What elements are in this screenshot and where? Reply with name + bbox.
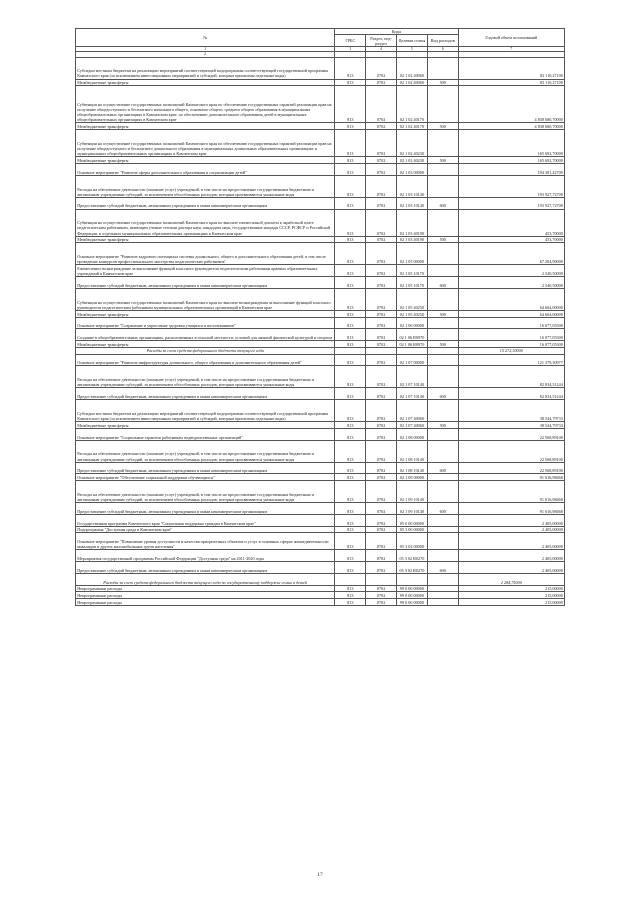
row-rzpr: 0702 [366, 533, 397, 550]
row-expense-type [427, 585, 458, 592]
row-target-article: 02 1 02 40060 [397, 79, 428, 86]
row-amount: 82 834,51244 [458, 388, 564, 400]
row-name: Непрограммные расходы [76, 585, 335, 592]
row-name: Мероприятия государственной программы Российской Федерации "Доступная среда" на 2011-2020 годы [76, 550, 335, 562]
table-row [76, 474, 565, 481]
row-name: Предоставление субсидий бюджетным, автономным учреждениям и иным некоммерческим организациям [76, 462, 335, 474]
row-grbs: 813 [335, 79, 366, 86]
row-target-article: 99 0 00 00000 [397, 585, 428, 592]
row-expense-type: 500 [427, 79, 458, 86]
row-target-article: 02 1 08 00000 [397, 428, 428, 440]
table-row [76, 428, 565, 440]
row-amount: 165 692,70000 [458, 157, 564, 164]
row-rzpr: 0702 [366, 599, 397, 606]
row-rzpr: 0702 [366, 265, 397, 277]
row-name: Межбюджетные трансферты [76, 79, 335, 86]
row-amount: 82 834,51244 [458, 366, 564, 388]
row-rzpr: 0702 [366, 277, 397, 289]
row-rzpr: 0702 [366, 197, 397, 209]
row-name: Предоставление субсидий бюджетным, автономным учреждениям и иным некоммерческим организациям [76, 388, 335, 400]
row-rzpr: 0702 [366, 428, 397, 440]
row-expense-type [427, 533, 458, 550]
col-number: 1 [76, 47, 335, 52]
row-amount: 22 568,89100 [458, 440, 564, 462]
row-grbs: 813 [335, 562, 366, 574]
table-row [76, 503, 565, 515]
col-number: 7 [458, 47, 564, 52]
row-amount: 83 110,27100 [458, 57, 564, 79]
row-target-article: 02 1 07 00000 [397, 354, 428, 366]
row-target-article: 02 1 09 10140 [397, 481, 428, 503]
row-grbs: 813 [335, 440, 366, 462]
row-rzpr: 0702 [366, 57, 397, 79]
table-row [76, 79, 565, 86]
row-expense-type [427, 592, 458, 599]
row-grbs: 813 [335, 86, 366, 123]
row-expense-type [427, 440, 458, 462]
row-name: Расходы на обеспечение деятельности (оказание услуг) учреждений, в том числе на предоставление государственным бюджетным и автономным учреждениям субсидий, за исключением обособленных расходов, которым присваиваются уникальные коды [76, 366, 335, 388]
table-row [76, 236, 565, 243]
table-row [76, 157, 565, 164]
row-rzpr: 0702 [366, 562, 397, 574]
row-grbs: 813 [335, 123, 366, 130]
row-target-article: 02 1 07 10140 [397, 366, 428, 388]
row-rzpr: 0702 [366, 550, 397, 562]
row-target-article: 02 1 03 00000 [397, 163, 428, 175]
row-rzpr: 0702 [366, 354, 397, 366]
row-amount: 2 405,00000 [458, 514, 564, 526]
row-target-article: 02 1 05 00000 [397, 243, 428, 265]
row-name: Субсидии местным бюджетам на реализацию мероприятий соответствующей подпрограммы соответствующей государственной программы Камчатского края (за исключением инвестиционных мероприятий и субсидий, которым присвоены отдельные коды) [76, 57, 335, 79]
col-number: 3 [335, 47, 366, 52]
row-target-article: 02 1 05 10170 [397, 277, 428, 289]
row-name: Межбюджетные трансферты [76, 341, 335, 348]
row-expense-type [427, 243, 458, 265]
row-amount: 38 544,79733 [458, 400, 564, 422]
row-amount: 38 544,79733 [458, 422, 564, 429]
row-expense-type [427, 526, 458, 533]
row-name: Основное мероприятие "Развитие инфраструктуры дошкольного, общего образования и дополнительного образования детей" [76, 354, 335, 366]
table-row [76, 388, 565, 400]
row-expense-type [427, 130, 458, 157]
row-expense-type: 600 [427, 388, 458, 400]
table-row [76, 481, 565, 503]
row-target-article: 02 1 02 40170 [397, 86, 428, 123]
row-target-article: 05 3 00 00000 [397, 526, 428, 533]
row-amount: 91 616,98468 [458, 474, 564, 481]
row-amount: 2 540,50000 [458, 265, 564, 277]
row-name: Субсидии местным бюджетам на реализацию мероприятий соответствующей подпрограммы соответствующей государственной программы Камчатского края (за исключением инвестиционных мероприятий и субсидий, которым присвоены отдельные коды) [76, 400, 335, 422]
page-number: 17 [317, 872, 323, 878]
header-vr: Вид расходов [427, 35, 458, 47]
table-note-row [76, 347, 565, 354]
header-cs: Целевая статья [397, 35, 428, 47]
row-grbs: 813 [335, 503, 366, 515]
row-name: Расходы за счет средств федерального бюджета текущего года [76, 347, 335, 354]
row-target-article: 02 1 03 10140 [397, 197, 428, 209]
table-row [76, 317, 565, 329]
row-expense-type [427, 347, 458, 354]
row-grbs: 813 [335, 310, 366, 317]
row-grbs: 813 [335, 157, 366, 164]
row-grbs: 813 [335, 209, 366, 236]
row-name: Межбюджетные трансферты [76, 310, 335, 317]
header-grbs: ГРБС [335, 35, 366, 47]
table-row [76, 400, 565, 422]
row-expense-type [427, 265, 458, 277]
row-expense-type [427, 550, 458, 562]
row-rzpr: 0702 [366, 481, 397, 503]
row-expense-type [427, 329, 458, 341]
row-grbs: 813 [335, 163, 366, 175]
row-rzpr: 0702 [366, 503, 397, 515]
row-amount: 453,70000 [458, 209, 564, 236]
table-row [76, 288, 565, 310]
row-name: Ежемесячное вознаграждение за выполнение функций классного руководителя педагогическим работникам краевых образовательных учреждений в Камчатском крае [76, 265, 335, 277]
row-amount: 215,00000 [458, 585, 564, 592]
row-name: Подпрограмма "Доступная среда в Камчатском крае" [76, 526, 335, 533]
row-amount: 22 568,89100 [458, 462, 564, 474]
row-amount: 15 272,30000 [458, 347, 564, 354]
row-rzpr: 0702 [366, 175, 397, 197]
row-rzpr: 0702 [366, 236, 397, 243]
table-row [76, 526, 565, 533]
row-grbs: 813 [335, 341, 366, 348]
row-name: Расходы на обеспечение деятельности (оказание услуг) учреждений, в том числе на предоставление государственным бюджетным и автономным учреждениям субсидий, за исключением обособленных расходов, которым присваиваются уникальные коды [76, 440, 335, 462]
table-row [76, 514, 565, 526]
row-name: Межбюджетные трансферты [76, 157, 335, 164]
row-rzpr: 0702 [366, 422, 397, 429]
row-name: Предоставление субсидий бюджетным, автономным учреждениям и иным некоммерческим организациям [76, 277, 335, 289]
row-expense-type: 500 [427, 341, 458, 348]
row-name: Основное мероприятие "Социальные гарантии работникам подведомственных организаций" [76, 428, 335, 440]
row-target-article: 05 3 02 00000 [397, 533, 428, 550]
row-target-article: 02 1 02 40230 [397, 130, 428, 157]
row-grbs: 813 [335, 481, 366, 503]
row-grbs: 813 [335, 388, 366, 400]
table-row [76, 341, 565, 348]
table-row [76, 366, 565, 388]
row-rzpr [366, 573, 397, 585]
row-grbs: 813 [335, 462, 366, 474]
row-amount: 4 838 680,70000 [458, 123, 564, 130]
row-target-article: 02 1 07 40060 [397, 422, 428, 429]
col-number: 6 [427, 47, 458, 52]
table-row [76, 585, 565, 592]
table-row [76, 329, 565, 341]
row-target-article [397, 573, 428, 585]
row-grbs: 813 [335, 354, 366, 366]
header-rzpr: Раздел, под- раздел [366, 35, 397, 47]
row-rzpr: 0702 [366, 86, 397, 123]
table-row [76, 462, 565, 474]
row-name: Предоставление субсидий бюджетным, автономным учреждениям и иным некоммерческим организациям [76, 197, 335, 209]
row-grbs: 813 [335, 400, 366, 422]
row-expense-type: 600 [427, 197, 458, 209]
row-rzpr: 0702 [366, 388, 397, 400]
row-amount: 2 405,00000 [458, 526, 564, 533]
row-name: Расходы на обеспечение деятельности (оказание услуг) учреждений, в том числе на предоставление государственным бюджетным и автономным учреждениям субсидий, за исключением обособленных расходов, которым присваиваются уникальные коды [76, 481, 335, 503]
row-amount: 165 692,70000 [458, 130, 564, 157]
row-target-article: 05 3 02 R0270 [397, 562, 428, 574]
row-target-article: 02 1 07 10140 [397, 388, 428, 400]
row-name: Субвенции на осуществление государственных полномочий Камчатского края по выплате ежемесячной доплаты к заработной плате педагогическим работникам, имеющим ученые степени доктора наук, кандидата наук, государственные награды СССР, РСФСР и Российской Федерации, в отдельных муниципальных образовательных организациях в Камчатском крае [76, 209, 335, 236]
row-target-article: 02 1 09 10140 [397, 503, 428, 515]
row-expense-type: 500 [427, 310, 458, 317]
row-expense-type: 500 [427, 123, 458, 130]
row-grbs: 813 [335, 422, 366, 429]
row-amount: 64 664,00000 [458, 310, 564, 317]
row-grbs: 813 [335, 243, 366, 265]
row-amount: 91 616,98468 [458, 503, 564, 515]
row-rzpr: 0702 [366, 440, 397, 462]
row-rzpr: 0702 [366, 400, 397, 422]
row-amount: 2 405,00000 [458, 533, 564, 550]
row-rzpr: 0702 [366, 79, 397, 86]
row-grbs: 813 [335, 197, 366, 209]
col-number: 5 [397, 47, 428, 52]
budget-table-page [75, 28, 565, 606]
table-row [76, 440, 565, 462]
row-amount: 16 077,05300 [458, 329, 564, 341]
header-codes: Коды [335, 29, 458, 35]
row-amount: 2 540,50000 [458, 277, 564, 289]
row-amount: 91 616,98468 [458, 481, 564, 503]
row-grbs: 813 [335, 599, 366, 606]
row-name: Непрограммные расходы [76, 599, 335, 606]
row-grbs: 813 [335, 533, 366, 550]
row-rzpr: 0702 [366, 585, 397, 592]
row-target-article: 99 0 00 00000 [397, 599, 428, 606]
row-rzpr: 0702 [366, 514, 397, 526]
header-num: № [76, 29, 335, 47]
col-number: 4 [366, 47, 397, 52]
row-target-article: 02 1 08 10140 [397, 462, 428, 474]
row-expense-type: 500 [427, 236, 458, 243]
row-expense-type [427, 428, 458, 440]
row-target-article: 05 0 00 00000 [397, 514, 428, 526]
row-name: Основное мероприятие "Развитие кадрового потенциала системы дошкольного, общего и дополнительного образования детей, в том числе проведение конкурсов профессионального мастерства педагогических работников" [76, 243, 335, 265]
row-expense-type [427, 366, 458, 388]
row-grbs: 813 [335, 366, 366, 388]
row-amount: 121 379,30977 [458, 354, 564, 366]
table-row [76, 163, 565, 175]
row-grbs: 813 [335, 526, 366, 533]
row-grbs: 813 [335, 592, 366, 599]
row-grbs: 813 [335, 428, 366, 440]
row-amount: 2 284,75000 [458, 573, 564, 585]
budget-table [75, 28, 565, 606]
row-expense-type [427, 481, 458, 503]
row-expense-type [427, 209, 458, 236]
row-amount: 64 664,00000 [458, 288, 564, 310]
row-grbs: 813 [335, 474, 366, 481]
row-amount: 16 077,05300 [458, 341, 564, 348]
table-row [76, 86, 565, 123]
row-name: Основное мероприятие "Обеспечение социальной поддержки обучающихся" [76, 474, 335, 481]
table-row [76, 562, 565, 574]
table-row [76, 57, 565, 79]
table-row [76, 533, 565, 550]
table-row [76, 310, 565, 317]
row-target-article: 02 1 02 40060 [397, 57, 428, 79]
table-row [76, 209, 565, 236]
row-name: Субвенции на осуществление государственных полномочий Камчатского края по обеспечению государственных гарантий реализации прав на получение общедоступного и бесплатного дошкольного образования в муниципальных дошкольных образовательных организациях и муниципальных общеобразовательных организациях в Камчатском крае [76, 130, 335, 157]
row-target-article: 02 1 03 40190 [397, 209, 428, 236]
row-rzpr: 0702 [366, 130, 397, 157]
row-amount: 16 077,05300 [458, 317, 564, 329]
row-target-article: 02 1 03 10140 [397, 175, 428, 197]
row-rzpr: 0702 [366, 526, 397, 533]
row-grbs: 813 [335, 265, 366, 277]
row-grbs: 813 [335, 277, 366, 289]
row-grbs: 813 [335, 57, 366, 79]
row-rzpr: 0702 [366, 310, 397, 317]
row-amount: 2 405,00000 [458, 550, 564, 562]
row-name: Государственная программа Камчатского края "Социальная поддержка граждан в Камчатском крае" [76, 514, 335, 526]
row-grbs: 813 [335, 585, 366, 592]
row-grbs [335, 347, 366, 354]
row-expense-type [427, 400, 458, 422]
row-rzpr: 0702 [366, 243, 397, 265]
table-row [76, 354, 565, 366]
row-rzpr: 0702 [366, 163, 397, 175]
table-row [76, 175, 565, 197]
row-target-article: 02 1 06 R0970 [397, 341, 428, 348]
row-target-article [397, 347, 428, 354]
row-target-article: 02 1 08 10140 [397, 440, 428, 462]
row-amount: 215,00000 [458, 599, 564, 606]
table-row [76, 197, 565, 209]
row-name: Создание в общеобразовательных организациях, расположенных в сельской местности, условий для занятий физической культурой и спортом [76, 329, 335, 341]
row-expense-type [427, 288, 458, 310]
row-rzpr: 0702 [366, 317, 397, 329]
row-rzpr: 0702 [366, 474, 397, 481]
row-grbs [335, 573, 366, 585]
row-expense-type [427, 86, 458, 123]
row-grbs: 813 [335, 550, 366, 562]
row-expense-type: 500 [427, 157, 458, 164]
row-name: Основное мероприятие "Развитие сферы дополнительного образования и социализации детей" [76, 163, 335, 175]
row-name: Основное мероприятие "Повышение уровня доступности и качества приоритетных объектов и услуг в основных сферах жизнедеятельности инвалидов и других маломобильных групп населения" [76, 533, 335, 550]
row-name: Непрограммные расходы [76, 592, 335, 599]
row-grbs: 813 [335, 317, 366, 329]
row-name: Основное мероприятие "Сохранение и укрепление здоровья учащихся и воспитанников" [76, 317, 335, 329]
row-target-article: 02 1 06 00000 [397, 317, 428, 329]
row-target-article: 05 3 02 R0270 [397, 550, 428, 562]
row-name: Предоставление субсидий бюджетным, автономным учреждениям и иным некоммерческим организациям [76, 562, 335, 574]
row-target-article: 02 1 07 40060 [397, 400, 428, 422]
row-grbs: 813 [335, 175, 366, 197]
table-row [76, 422, 565, 429]
row-expense-type: 600 [427, 503, 458, 515]
row-amount: 2 405,00000 [458, 562, 564, 574]
row-expense-type [427, 175, 458, 197]
row-rzpr: 0702 [366, 329, 397, 341]
row-grbs: 813 [335, 514, 366, 526]
row-rzpr: 0702 [366, 123, 397, 130]
row-name: Межбюджетные трансферты [76, 123, 335, 130]
row-name: Расходы за счет средств федерального бюджета текущего года по государственному поддержке семьи и детей [76, 573, 335, 585]
row-rzpr: 0702 [366, 462, 397, 474]
row-amount: 67 204,90000 [458, 243, 564, 265]
row-target-article: 02 1 05 10170 [397, 265, 428, 277]
row-target-article: 02 1 09 00000 [397, 474, 428, 481]
row-target-article: 02 1 03 40190 [397, 236, 428, 243]
header-sum: Годовой объем ассигнований [458, 29, 564, 47]
row-amount: 193 927,72700 [458, 197, 564, 209]
table-row [76, 592, 565, 599]
row-expense-type [427, 573, 458, 585]
row-target-article: 02 1 06 R0970 [397, 329, 428, 341]
table-row [76, 123, 565, 130]
row-rzpr: 0702 [366, 209, 397, 236]
row-amount: 22 568,89100 [458, 428, 564, 440]
col-number: 2 [76, 52, 335, 57]
row-expense-type: 600 [427, 562, 458, 574]
row-amount: 83 110,27100 [458, 79, 564, 86]
row-target-article: 02 1 05 40250 [397, 288, 428, 310]
row-amount: 453,70000 [458, 236, 564, 243]
row-expense-type: 600 [427, 277, 458, 289]
table-row [76, 277, 565, 289]
table-row [76, 599, 565, 606]
row-amount: 194 381,42700 [458, 163, 564, 175]
row-name: Межбюджетные трансферты [76, 422, 335, 429]
table-note-row [76, 573, 565, 585]
row-expense-type [427, 599, 458, 606]
row-rzpr: 0702 [366, 366, 397, 388]
row-rzpr: 0702 [366, 157, 397, 164]
row-name: Межбюджетные трансферты [76, 236, 335, 243]
row-rzpr: 0702 [366, 288, 397, 310]
row-rzpr: 0702 [366, 341, 397, 348]
row-expense-type: 500 [427, 422, 458, 429]
row-rzpr: 0702 [366, 592, 397, 599]
table-row [76, 265, 565, 277]
row-name: Субвенции на осуществление государственных полномочий Камчатского края по выплате вознаграждения за выполнение функций классного руководителя педагогическим работникам муниципальных образовательных организаций в Камчатском крае [76, 288, 335, 310]
row-target-article: 02 1 02 40230 [397, 157, 428, 164]
table-row [76, 243, 565, 265]
row-expense-type [427, 474, 458, 481]
row-grbs: 813 [335, 288, 366, 310]
row-target-article: 99 0 00 00000 [397, 592, 428, 599]
row-name: Субвенции на осуществление государственных полномочий Камчатского края по обеспечению государственных гарантий реализации прав на получение общедоступного и бесплатного начального общего, основного общего, среднего общего образования в муниципальных общеобразовательных организациях в Камчатском крае, по обеспечению дополнительного образования детей в муниципальных общеобразовательных организациях в Камчатском крае [76, 86, 335, 123]
table-row [76, 550, 565, 562]
row-name: Предоставление субсидий бюджетным, автономным учреждениям и иным некоммерческим организациям [76, 503, 335, 515]
row-grbs: 813 [335, 130, 366, 157]
row-rzpr [366, 347, 397, 354]
row-expense-type [427, 514, 458, 526]
row-grbs: 813 [335, 329, 366, 341]
row-amount: 215,00000 [458, 592, 564, 599]
table-header-row [76, 29, 565, 35]
row-target-article: 02 1 05 40250 [397, 310, 428, 317]
row-expense-type [427, 57, 458, 79]
row-grbs: 813 [335, 236, 366, 243]
row-amount: 193 927,72700 [458, 175, 564, 197]
row-name: Расходы на обеспечение деятельности (оказание услуг) учреждений, в том числе на предоставление государственным бюджетным и автономным учреждениям субсидий, за исключением обособленных расходов, которым присваиваются уникальные коды [76, 175, 335, 197]
table-row [76, 130, 565, 157]
row-expense-type [427, 354, 458, 366]
row-expense-type: 600 [427, 462, 458, 474]
row-expense-type [427, 317, 458, 329]
row-expense-type [427, 163, 458, 175]
row-target-article: 02 1 02 40170 [397, 123, 428, 130]
row-amount: 4 838 680,70000 [458, 86, 564, 123]
